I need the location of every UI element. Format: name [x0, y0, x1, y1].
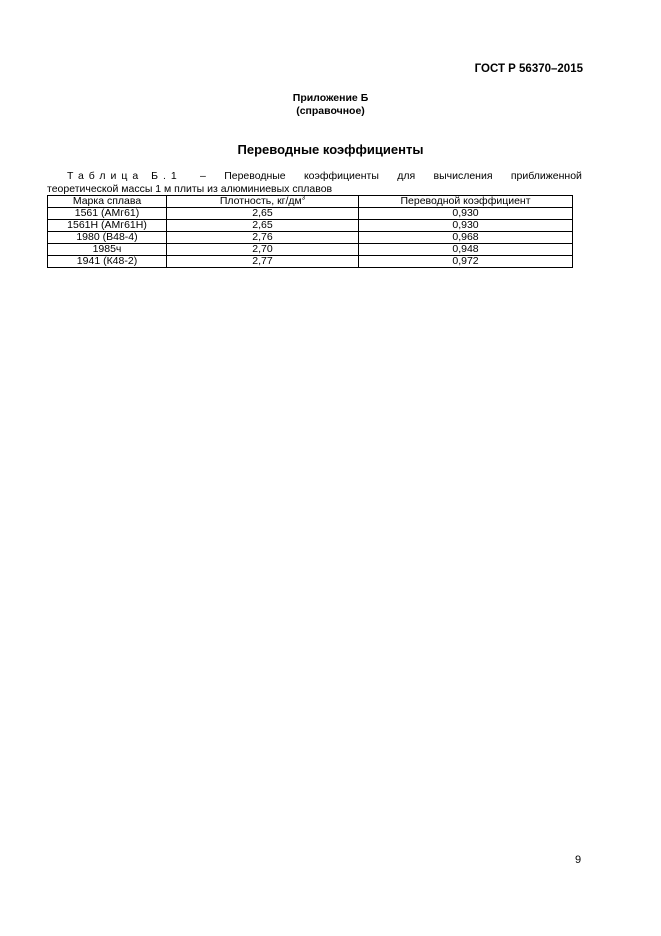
caption-word: – — [200, 170, 206, 182]
cell-coefficient: 0,948 — [359, 244, 573, 256]
appendix-type: (справочное) — [296, 105, 365, 117]
cell-density: 2,70 — [167, 244, 359, 256]
caption-word: приближенной — [510, 170, 582, 182]
header-alloy: Марка сплава — [48, 196, 167, 208]
cell-coefficient: 0,968 — [359, 232, 573, 244]
cell-density: 2,77 — [167, 256, 359, 268]
cell-coefficient: 0,930 — [359, 220, 573, 232]
table-header-row — [48, 196, 573, 208]
appendix-title: Приложение Б — [292, 92, 369, 104]
cell-alloy: 1985ч — [48, 244, 167, 256]
section-title: Переводные коэффициенты — [237, 142, 424, 157]
table-caption-line2: теоретической массы 1 м плиты из алюминиевых сплавов — [47, 183, 333, 195]
caption-word: для — [397, 170, 416, 182]
cell-density: 2,65 — [167, 208, 359, 220]
header-density-label: Плотность, кг/дм — [219, 195, 302, 207]
table-row — [48, 220, 573, 232]
table-row — [48, 244, 573, 256]
cell-coefficient: 0,930 — [359, 208, 573, 220]
table-caption-label: Таблица Б.1 — [67, 170, 182, 182]
unit-superscript: 3 — [301, 195, 306, 202]
header-density — [167, 196, 359, 208]
page-number: 9 — [575, 854, 582, 866]
cell-alloy: 1561 (АМг61) — [48, 208, 167, 220]
cell-coefficient: 0,972 — [359, 256, 573, 268]
table-row — [48, 208, 573, 220]
table-row — [48, 256, 573, 268]
cell-alloy: 1941 (К48-2) — [48, 256, 167, 268]
table-caption — [47, 170, 582, 182]
caption-word: коэффициенты — [303, 170, 379, 182]
table-row — [48, 232, 573, 244]
cell-density: 2,76 — [167, 232, 359, 244]
cell-density: 2,65 — [167, 220, 359, 232]
caption-word: Переводные — [224, 170, 286, 182]
cell-alloy: 1980 (В48-4) — [48, 232, 167, 244]
cell-alloy: 1561Н (АМг61Н) — [48, 220, 167, 232]
caption-word: вычисления — [433, 170, 493, 182]
header-coefficient: Переводной коэффициент — [359, 196, 573, 208]
conversion-table — [47, 195, 573, 268]
standard-number: ГОСТ Р 56370–2015 — [474, 63, 583, 75]
